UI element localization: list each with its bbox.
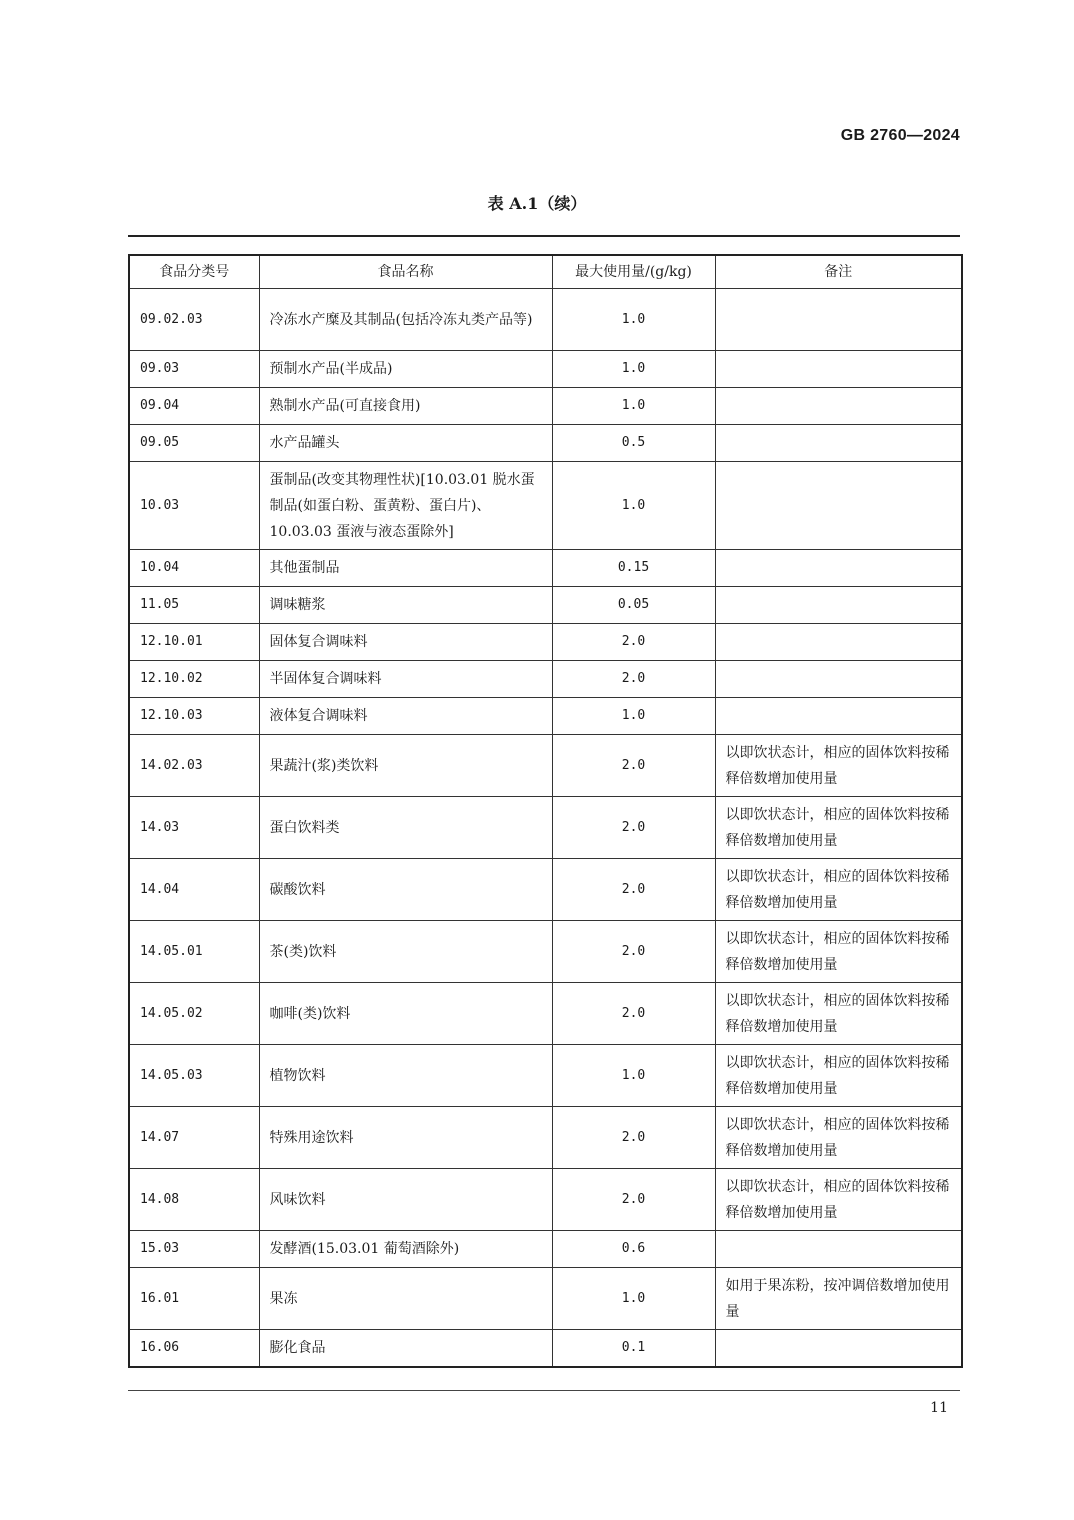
cell-name: 蛋制品(改变其物理性状)[10.03.01 脱水蛋制品(如蛋白粉、蛋黄粉、蛋白片)、10.03.03 蛋液与液态蛋除外] (259, 462, 552, 550)
cell-name: 膨化食品 (259, 1330, 552, 1368)
table-row (129, 1330, 962, 1368)
cell-code: 14.04 (129, 859, 259, 921)
cell-name: 调味糖浆 (259, 587, 552, 624)
cell-code: 16.01 (129, 1268, 259, 1330)
table-row (129, 351, 962, 388)
cell-amount: 2.0 (552, 1107, 715, 1169)
cell-name: 特殊用途饮料 (259, 1107, 552, 1169)
cell-code: 14.03 (129, 797, 259, 859)
table-row (129, 462, 962, 550)
cell-name: 液体复合调味料 (259, 698, 552, 735)
cell-amount: 2.0 (552, 1169, 715, 1231)
cell-note (715, 462, 962, 550)
cell-note (715, 289, 962, 351)
cell-note (715, 661, 962, 698)
cell-code: 14.05.01 (129, 921, 259, 983)
table-row (129, 661, 962, 698)
cell-amount: 1.0 (552, 1268, 715, 1330)
cell-amount: 1.0 (552, 462, 715, 550)
cell-name: 半固体复合调味料 (259, 661, 552, 698)
cell-name: 植物饮料 (259, 1045, 552, 1107)
cell-code: 09.05 (129, 425, 259, 462)
cell-amount: 0.05 (552, 587, 715, 624)
additive-table (128, 254, 963, 1368)
cell-code: 14.05.02 (129, 983, 259, 1045)
cell-amount: 2.0 (552, 661, 715, 698)
table-row (129, 550, 962, 587)
cell-name: 风味饮料 (259, 1169, 552, 1231)
cell-note: 以即饮状态计，相应的固体饮料按稀释倍数增加使用量 (715, 735, 962, 797)
cell-code: 14.02.03 (129, 735, 259, 797)
cell-name: 水产品罐头 (259, 425, 552, 462)
cell-note (715, 388, 962, 425)
cell-code: 14.05.03 (129, 1045, 259, 1107)
table-row (129, 1231, 962, 1268)
cell-code: 15.03 (129, 1231, 259, 1268)
cell-amount: 1.0 (552, 351, 715, 388)
cell-amount: 1.0 (552, 698, 715, 735)
cell-amount: 1.0 (552, 388, 715, 425)
cell-name: 发酵酒(15.03.01 葡萄酒除外) (259, 1231, 552, 1268)
cell-code: 10.03 (129, 462, 259, 550)
cell-code: 14.08 (129, 1169, 259, 1231)
table-row (129, 388, 962, 425)
cell-code: 09.04 (129, 388, 259, 425)
table-row (129, 921, 962, 983)
cell-note (715, 587, 962, 624)
cell-note: 如用于果冻粉，按冲调倍数增加使用量 (715, 1268, 962, 1330)
cell-note: 以即饮状态计，相应的固体饮料按稀释倍数增加使用量 (715, 1107, 962, 1169)
table-row (129, 1169, 962, 1231)
cell-code: 12.10.03 (129, 698, 259, 735)
table-row (129, 698, 962, 735)
table-row (129, 859, 962, 921)
col-header-code: 食品分类号 (129, 255, 259, 289)
cell-amount: 2.0 (552, 624, 715, 661)
page-number: 11 (930, 1400, 948, 1416)
col-header-amount: 最大使用量/(g/kg) (552, 255, 715, 289)
cell-amount: 2.0 (552, 921, 715, 983)
cell-amount: 2.0 (552, 983, 715, 1045)
table-row (129, 797, 962, 859)
cell-amount: 0.15 (552, 550, 715, 587)
top-rule (128, 235, 960, 237)
cell-name: 碳酸饮料 (259, 859, 552, 921)
cell-note: 以即饮状态计，相应的固体饮料按稀释倍数增加使用量 (715, 859, 962, 921)
cell-name: 果冻 (259, 1268, 552, 1330)
table-row (129, 1045, 962, 1107)
cell-code: 16.06 (129, 1330, 259, 1368)
table-row (129, 624, 962, 661)
cell-note: 以即饮状态计，相应的固体饮料按稀释倍数增加使用量 (715, 1045, 962, 1107)
cell-amount: 0.5 (552, 425, 715, 462)
col-header-name: 食品名称 (259, 255, 552, 289)
cell-name: 固体复合调味料 (259, 624, 552, 661)
cell-amount: 2.0 (552, 797, 715, 859)
table-row (129, 983, 962, 1045)
cell-name: 茶(类)饮料 (259, 921, 552, 983)
cell-amount: 1.0 (552, 1045, 715, 1107)
cell-amount: 0.6 (552, 1231, 715, 1268)
cell-name: 熟制水产品(可直接食用) (259, 388, 552, 425)
cell-note (715, 1330, 962, 1368)
cell-name: 咖啡(类)饮料 (259, 983, 552, 1045)
bottom-rule (128, 1390, 960, 1391)
cell-code: 11.05 (129, 587, 259, 624)
cell-code: 09.03 (129, 351, 259, 388)
cell-note: 以即饮状态计，相应的固体饮料按稀释倍数增加使用量 (715, 921, 962, 983)
cell-name: 其他蛋制品 (259, 550, 552, 587)
cell-note: 以即饮状态计，相应的固体饮料按稀释倍数增加使用量 (715, 1169, 962, 1231)
cell-name: 预制水产品(半成品) (259, 351, 552, 388)
table-title: 表 A.1（续） (487, 194, 587, 213)
cell-amount: 2.0 (552, 735, 715, 797)
cell-name: 果蔬汁(浆)类饮料 (259, 735, 552, 797)
cell-amount: 2.0 (552, 859, 715, 921)
cell-note: 以即饮状态计，相应的固体饮料按稀释倍数增加使用量 (715, 797, 962, 859)
table-row (129, 1107, 962, 1169)
table-row (129, 587, 962, 624)
cell-code: 12.10.01 (129, 624, 259, 661)
table-header-row (129, 255, 962, 289)
col-header-note: 备注 (715, 255, 962, 289)
table-row (129, 735, 962, 797)
table-row (129, 1268, 962, 1330)
cell-code: 14.07 (129, 1107, 259, 1169)
table-row (129, 289, 962, 351)
cell-note (715, 425, 962, 462)
cell-name: 蛋白饮料类 (259, 797, 552, 859)
cell-amount: 0.1 (552, 1330, 715, 1368)
cell-code: 10.04 (129, 550, 259, 587)
cell-name: 冷冻水产糜及其制品(包括冷冻丸类产品等) (259, 289, 552, 351)
cell-note (715, 351, 962, 388)
cell-note: 以即饮状态计，相应的固体饮料按稀释倍数增加使用量 (715, 983, 962, 1045)
cell-note (715, 1231, 962, 1268)
cell-amount: 1.0 (552, 289, 715, 351)
cell-code: 09.02.03 (129, 289, 259, 351)
standard-number: GB 2760—2024 (840, 127, 960, 144)
table-row (129, 425, 962, 462)
cell-code: 12.10.02 (129, 661, 259, 698)
cell-note (715, 550, 962, 587)
cell-note (715, 624, 962, 661)
cell-note (715, 698, 962, 735)
